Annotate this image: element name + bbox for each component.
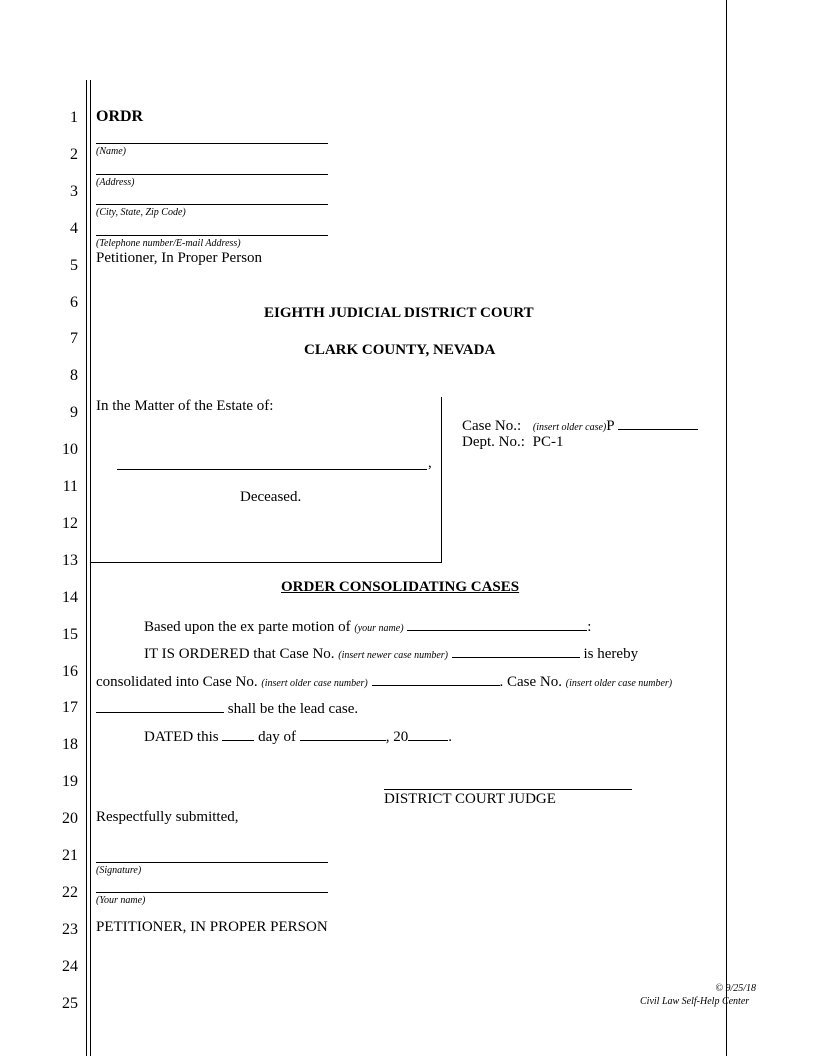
dated-text-4: . — [448, 729, 452, 745]
caption-box-right — [441, 397, 442, 563]
dated-day-blank[interactable] — [222, 726, 254, 741]
line-number: 4 — [70, 219, 78, 237]
line-number: 14 — [62, 588, 78, 606]
older-case-blank[interactable] — [372, 671, 500, 686]
decedent-name-line — [117, 469, 427, 470]
case-number-row — [462, 415, 698, 435]
order-title: ORDER CONSOLIDATING CASES — [281, 579, 520, 595]
lead-case-blank[interactable] — [96, 698, 224, 713]
city-label: (City, State, Zip Code) — [96, 207, 186, 218]
dated-month-blank[interactable] — [300, 726, 386, 741]
dept-number-label: Dept. No.: — [462, 434, 525, 450]
dept-number-value: PC-1 — [532, 434, 564, 450]
newer-case-blank[interactable] — [452, 643, 580, 658]
older-case-hint: (insert older case number) — [261, 678, 368, 689]
judge-label: DISTRICT COURT JUDGE — [384, 791, 556, 807]
your-name-hint: (your name) — [354, 623, 404, 634]
line-number: 16 — [62, 662, 78, 680]
movant-name-blank[interactable] — [407, 616, 587, 631]
footer-date: © 9/25/18 — [715, 983, 756, 994]
line-number: 22 — [62, 883, 78, 901]
footer-center: Civil Law Self-Help Center — [640, 996, 750, 1007]
line-number: 5 — [70, 256, 78, 274]
case-number-label: Case No.: — [462, 418, 522, 434]
line-number: 8 — [70, 367, 78, 385]
order-paragraph-1 — [144, 616, 591, 636]
court-name: EIGHTH JUDICIAL DISTRICT COURT — [264, 305, 534, 321]
name-line — [96, 143, 328, 144]
older-case-hint-2: (insert older case number) — [565, 678, 673, 689]
case-number-prefix: P — [606, 418, 615, 434]
case-number-blank[interactable] — [618, 415, 698, 430]
court-county: CLARK COUNTY, NEVADA — [304, 342, 496, 358]
dated-text-2: day of — [258, 729, 296, 745]
respectfully-submitted: Respectfully submitted, — [96, 809, 239, 825]
line-number: 19 — [62, 773, 78, 791]
line-number: 11 — [62, 478, 78, 495]
line-number: 13 — [62, 551, 78, 569]
name-label: (Name) — [96, 146, 126, 157]
newer-case-hint: (insert newer case number) — [338, 650, 448, 661]
your-name-label: (Your name) — [96, 895, 146, 906]
left-margin-rule-1 — [86, 80, 87, 1056]
order-paragraph-4 — [96, 698, 358, 718]
order-paragraph-3 — [96, 671, 672, 691]
line-number: 23 — [62, 920, 78, 938]
line-number: 15 — [62, 625, 78, 643]
line-number: 6 — [70, 293, 78, 311]
line-number: 24 — [62, 957, 78, 975]
petitioner-signature-line — [96, 862, 328, 863]
party-designation: Petitioner, In Proper Person — [96, 250, 263, 266]
dated-text-3: , 20 — [385, 729, 409, 745]
dated-line — [144, 726, 452, 746]
deceased-label: Deceased. — [240, 489, 302, 505]
line-number: 7 — [70, 330, 78, 348]
p3-text: consolidated into Case No. — [96, 674, 258, 690]
p2-end: is hereby — [583, 646, 639, 662]
line-number: 1 — [70, 109, 78, 126]
right-margin-rule — [726, 0, 727, 1056]
line-number: 18 — [62, 736, 78, 754]
left-margin-rule-2 — [90, 80, 91, 1056]
line-number: 20 — [62, 810, 78, 828]
line-number: 3 — [70, 182, 78, 200]
judge-signature-line — [384, 789, 632, 790]
p1-colon: : — [587, 619, 592, 635]
line-number: 25 — [62, 994, 78, 1012]
address-line — [96, 174, 328, 175]
dated-text-1: DATED this — [144, 729, 219, 745]
petitioner-designation: PETITIONER, IN PROPER PERSON — [96, 919, 328, 935]
dated-year-blank[interactable] — [408, 726, 448, 741]
line-number: 17 — [62, 699, 78, 717]
p1-text: Based upon the ex parte motion of — [144, 619, 351, 635]
city-line — [96, 204, 328, 205]
caption-box-bottom — [91, 562, 442, 563]
matter-title: In the Matter of the Estate of: — [96, 398, 274, 414]
petitioner-name-line — [96, 892, 328, 893]
signature-label: (Signature) — [96, 865, 142, 876]
line-number: 9 — [70, 404, 78, 422]
line-number: 12 — [62, 514, 78, 532]
dept-number-row — [462, 434, 564, 451]
p3-mid: . Case No. — [499, 674, 563, 690]
case-number-hint: (insert older case) — [532, 422, 607, 433]
document-code: ORDR — [96, 108, 144, 125]
line-number: 10 — [62, 441, 78, 459]
p2-text: IT IS ORDERED that Case No. — [144, 646, 335, 662]
phone-line — [96, 235, 328, 236]
line-number: 21 — [62, 847, 78, 864]
address-label: (Address) — [96, 177, 135, 188]
order-paragraph-2 — [144, 643, 638, 663]
line-number: 2 — [70, 145, 78, 163]
decedent-comma: , — [428, 455, 432, 471]
phone-label: (Telephone number/E-mail Address) — [96, 238, 241, 249]
p4-text: shall be the lead case. — [227, 701, 359, 717]
